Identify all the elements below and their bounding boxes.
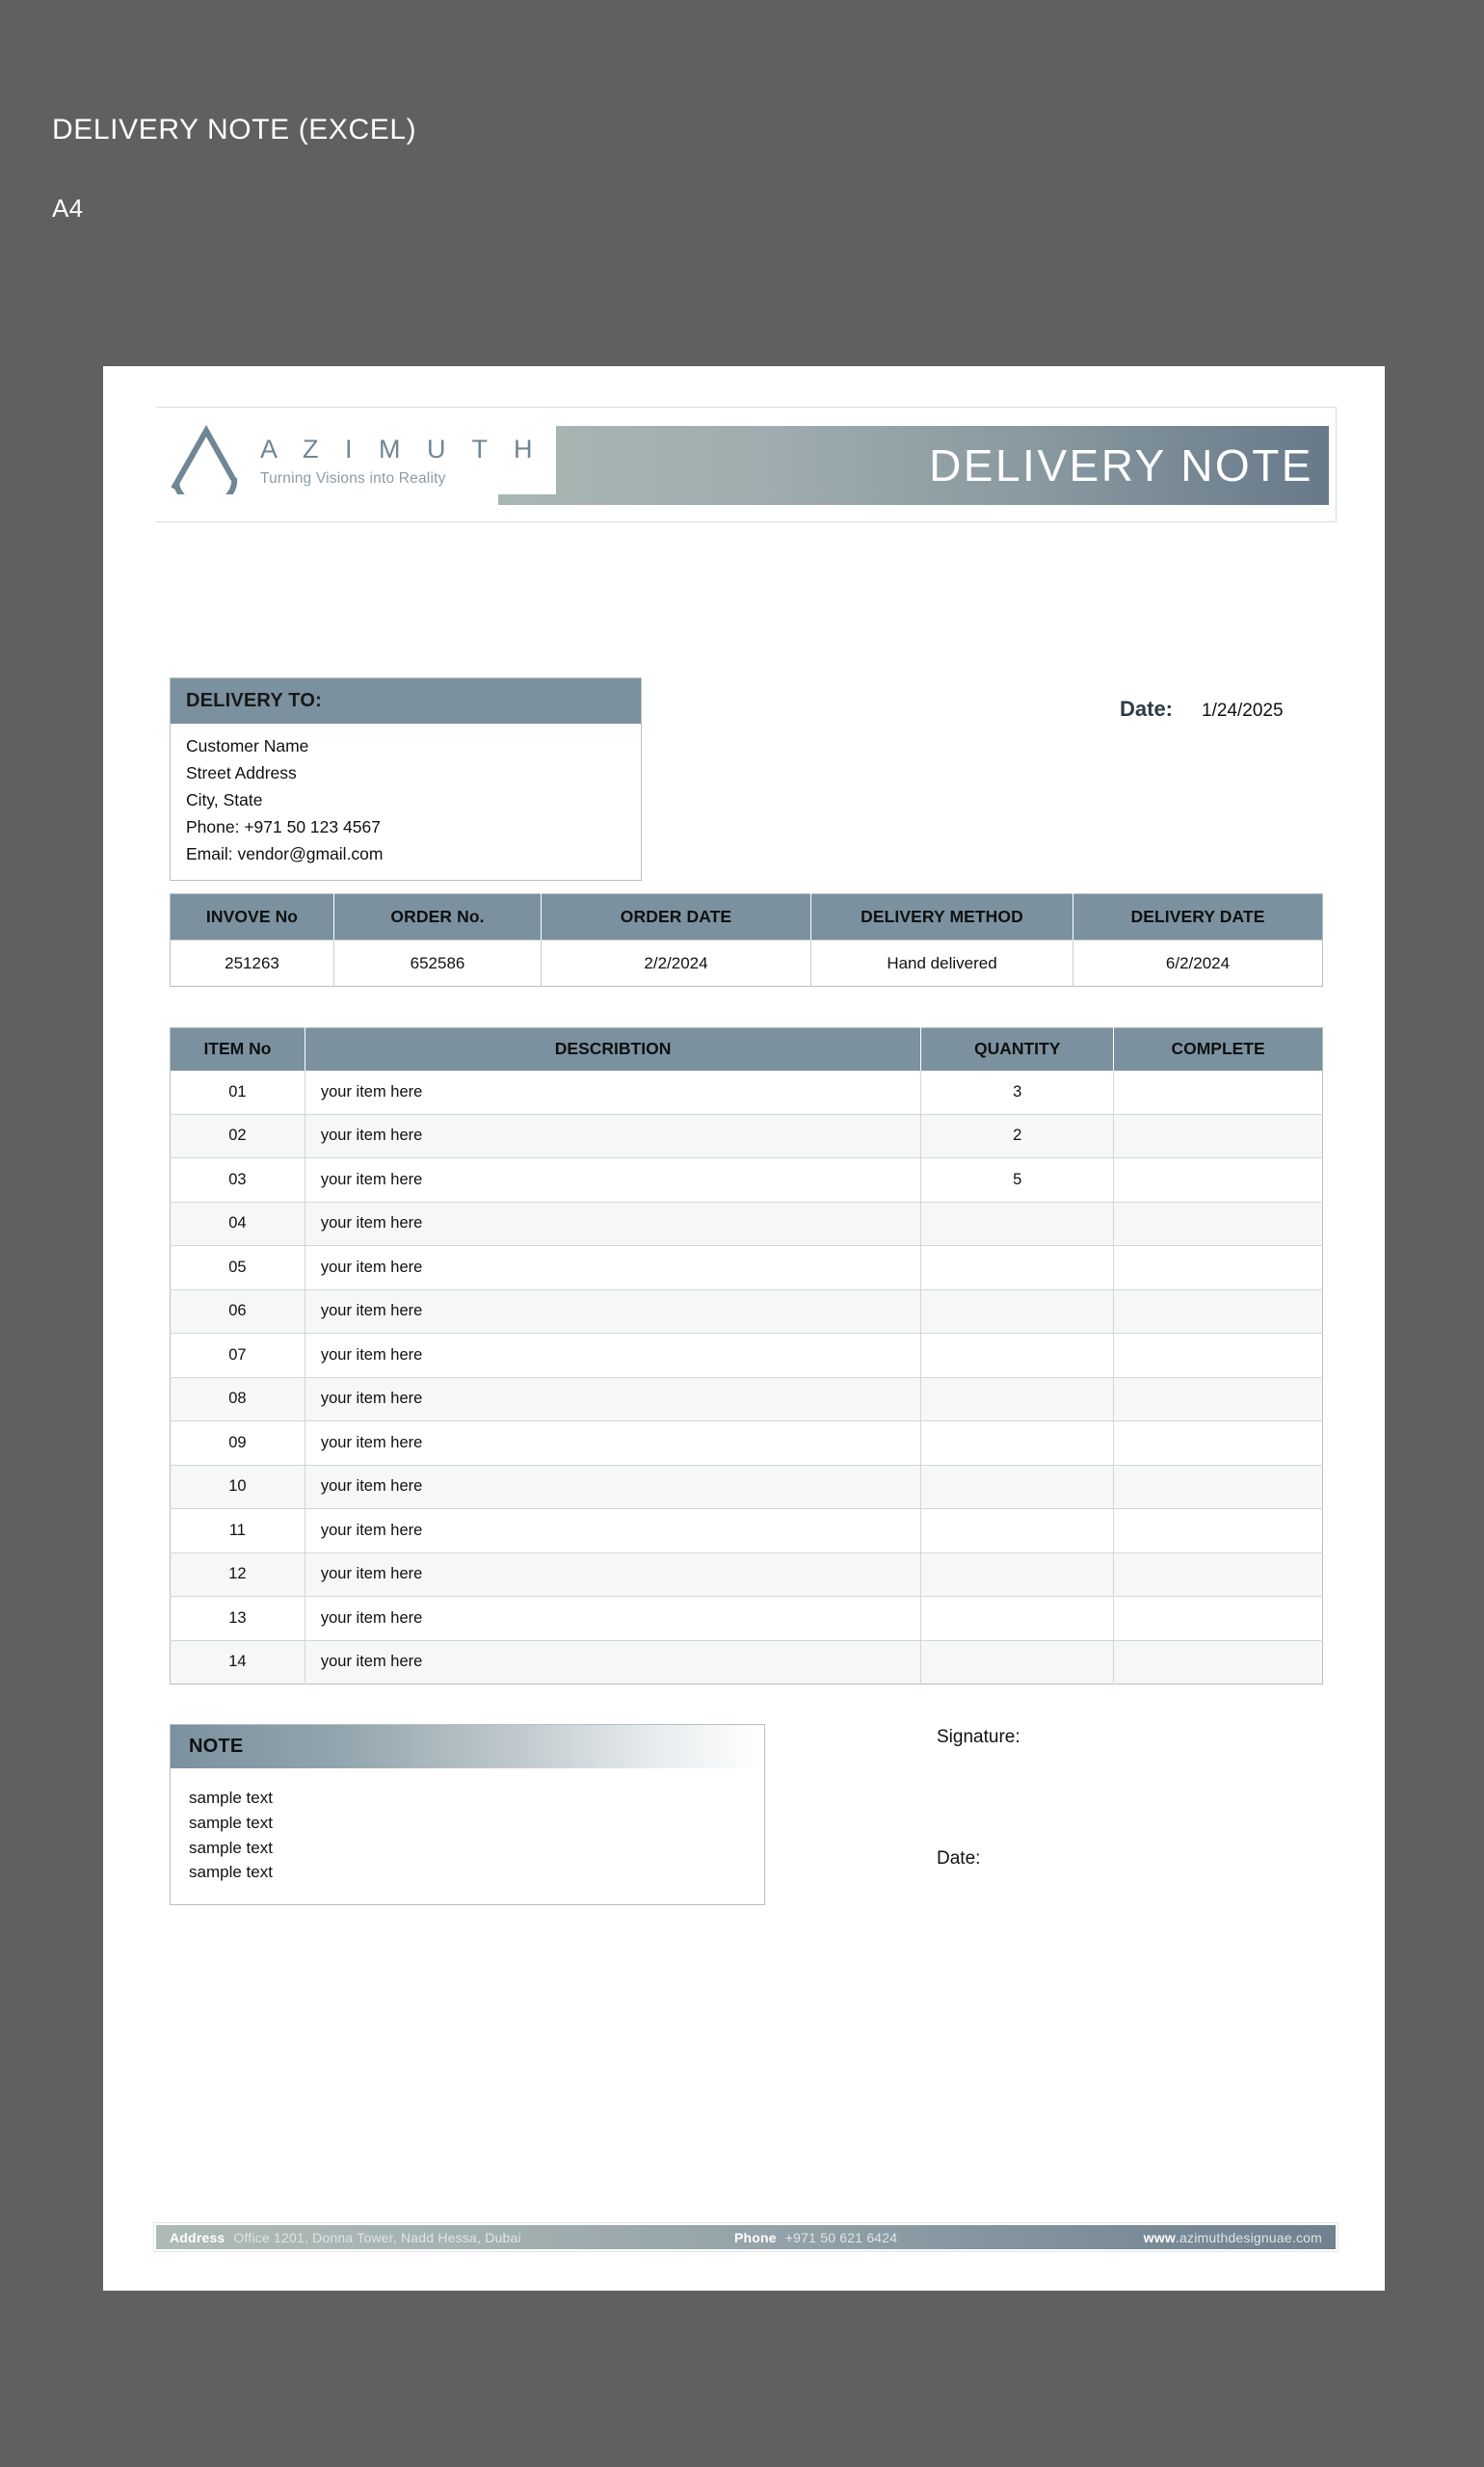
caption-subtitle: A4 <box>52 194 84 223</box>
footer-phone <box>734 2230 897 2245</box>
order-info-row <box>171 941 1323 987</box>
footer-website-prefix: www <box>1143 2229 1176 2245</box>
cell-description[interactable]: your item here <box>305 1509 920 1553</box>
note-line: sample text <box>189 1789 273 1807</box>
note-body[interactable] <box>171 1768 764 1904</box>
cell-item-no[interactable]: 02 <box>171 1114 305 1158</box>
cell-description[interactable]: your item here <box>305 1597 920 1641</box>
cell-complete[interactable] <box>1114 1071 1323 1115</box>
column-header-quantity: QUANTITY <box>921 1028 1114 1071</box>
cell-delivery-date[interactable]: 6/2/2024 <box>1073 941 1323 987</box>
column-header-delivery-date: DELIVERY DATE <box>1073 894 1323 941</box>
cell-quantity[interactable] <box>921 1246 1114 1290</box>
cell-description[interactable]: your item here <box>305 1465 920 1509</box>
delivery-to-line: Customer Name <box>186 736 309 756</box>
items-table <box>170 1027 1323 1684</box>
column-header-delivery-method: DELIVERY METHOD <box>811 894 1073 941</box>
page-caption <box>52 114 416 224</box>
cell-quantity[interactable]: 2 <box>921 1114 1114 1158</box>
cell-complete[interactable] <box>1114 1158 1323 1203</box>
date-value[interactable]: 1/24/2025 <box>1202 701 1284 721</box>
cell-item-no[interactable]: 07 <box>171 1334 305 1378</box>
cell-delivery-method[interactable]: Hand delivered <box>811 941 1073 987</box>
items-table-body <box>171 1071 1323 1684</box>
cell-item-no[interactable]: 03 <box>171 1158 305 1203</box>
table-row <box>171 1465 1323 1509</box>
cell-description[interactable]: your item here <box>305 1289 920 1334</box>
footer-phone-value: +971 50 621 6424 <box>784 2229 898 2245</box>
footer-website-value: .azimuthdesignuae.com <box>1175 2229 1322 2245</box>
cell-quantity[interactable] <box>921 1640 1114 1684</box>
delivery-to-line: Phone: +971 50 123 4567 <box>186 817 381 836</box>
cell-item-no[interactable]: 13 <box>171 1597 305 1641</box>
cell-item-no[interactable]: 01 <box>171 1071 305 1115</box>
table-row <box>171 1114 1323 1158</box>
table-row <box>171 1334 1323 1378</box>
note-line: sample text <box>189 1863 273 1882</box>
cell-quantity[interactable] <box>921 1552 1114 1597</box>
date-label: Date: <box>1120 697 1174 721</box>
brand-wordmark: A Z I M U T H <box>260 435 543 464</box>
brand-lockup <box>168 425 556 494</box>
cell-description[interactable]: your item here <box>305 1071 920 1115</box>
cell-description[interactable]: your item here <box>305 1114 920 1158</box>
cell-quantity[interactable]: 3 <box>921 1071 1114 1115</box>
order-info-table <box>170 893 1323 987</box>
delivery-to-line: Street Address <box>186 763 297 783</box>
cell-item-no[interactable]: 05 <box>171 1246 305 1290</box>
signature-label: Signature: <box>937 1727 1020 1747</box>
cell-item-no[interactable]: 14 <box>171 1640 305 1684</box>
document-content <box>156 407 1337 1917</box>
table-row <box>171 1509 1323 1553</box>
cell-quantity[interactable] <box>921 1421 1114 1466</box>
page-title: DELIVERY NOTE <box>929 440 1313 491</box>
cell-quantity[interactable]: 5 <box>921 1158 1114 1203</box>
footer-address-label: Address <box>170 2229 225 2245</box>
cell-complete[interactable] <box>1114 1465 1323 1509</box>
cell-complete[interactable] <box>1114 1202 1323 1246</box>
cell-complete[interactable] <box>1114 1509 1323 1553</box>
cell-quantity[interactable] <box>921 1202 1114 1246</box>
table-row <box>171 1158 1323 1203</box>
table-row <box>171 1597 1323 1641</box>
document-sheet <box>103 366 1385 2291</box>
cell-complete[interactable] <box>1114 1246 1323 1290</box>
delivery-and-date-row <box>156 677 1337 863</box>
cell-description[interactable]: your item here <box>305 1158 920 1203</box>
cell-invoice-no[interactable]: 251263 <box>171 941 334 987</box>
table-row <box>171 1246 1323 1290</box>
items-header-row <box>171 1028 1323 1071</box>
order-info-header-row <box>171 894 1323 941</box>
note-line: sample text <box>189 1813 273 1832</box>
cell-complete[interactable] <box>1114 1421 1323 1466</box>
cell-item-no[interactable]: 08 <box>171 1377 305 1421</box>
note-heading: NOTE <box>171 1725 764 1768</box>
caption-title: DELIVERY NOTE (EXCEL) <box>52 114 417 146</box>
brand-text <box>260 433 543 487</box>
column-header-order-date: ORDER DATE <box>542 894 811 941</box>
delivery-to-body[interactable] <box>171 724 641 880</box>
date-field <box>1120 697 1284 722</box>
cell-description[interactable]: your item here <box>305 1202 920 1246</box>
cell-description[interactable]: your item here <box>305 1334 920 1378</box>
cell-item-no[interactable]: 11 <box>171 1509 305 1553</box>
note-and-signature-row <box>156 1724 1337 1917</box>
column-header-invoice-no: INVOVE No <box>171 894 334 941</box>
brand-tagline: Turning Visions into Reality <box>260 470 446 488</box>
column-header-item-no: ITEM No <box>171 1028 305 1071</box>
cell-item-no[interactable]: 10 <box>171 1465 305 1509</box>
cell-complete[interactable] <box>1114 1289 1323 1334</box>
cell-description[interactable]: your item here <box>305 1421 920 1466</box>
cell-complete[interactable] <box>1114 1597 1323 1641</box>
cell-order-date[interactable]: 2/2/2024 <box>542 941 811 987</box>
column-header-order-no: ORDER No. <box>334 894 542 941</box>
cell-quantity[interactable] <box>921 1289 1114 1334</box>
delivery-to-heading: DELIVERY TO: <box>171 678 641 724</box>
footer-address-value: Office 1201, Donna Tower, Nadd Hessa, Dubai <box>233 2229 521 2245</box>
delivery-to-line: Email: vendor@gmail.com <box>186 844 384 863</box>
cell-quantity[interactable] <box>921 1509 1114 1553</box>
table-row <box>171 1377 1323 1421</box>
note-box <box>170 1724 765 1905</box>
cell-complete[interactable] <box>1114 1640 1323 1684</box>
cell-description[interactable]: your item here <box>305 1377 920 1421</box>
cell-quantity[interactable] <box>921 1334 1114 1378</box>
cell-item-no[interactable]: 06 <box>171 1289 305 1334</box>
table-row <box>171 1202 1323 1246</box>
cell-description[interactable]: your item here <box>305 1552 920 1597</box>
cell-complete[interactable] <box>1114 1377 1323 1421</box>
cell-order-no[interactable]: 652586 <box>334 941 542 987</box>
table-row <box>171 1552 1323 1597</box>
table-row <box>171 1421 1323 1466</box>
cell-description[interactable]: your item here <box>305 1246 920 1290</box>
note-line: sample text <box>189 1838 273 1857</box>
azimuth-triangle-arc-logo-icon <box>168 425 243 494</box>
footer-phone-label: Phone <box>734 2229 777 2245</box>
table-row <box>171 1071 1323 1115</box>
delivery-to-box <box>170 677 642 881</box>
cell-complete[interactable] <box>1114 1334 1323 1378</box>
cell-complete[interactable] <box>1114 1552 1323 1597</box>
document-footer <box>153 2222 1338 2252</box>
column-header-complete: COMPLETE <box>1114 1028 1323 1071</box>
signature-date-label: Date: <box>937 1848 981 1869</box>
cell-item-no[interactable]: 04 <box>171 1202 305 1246</box>
cell-item-no[interactable]: 09 <box>171 1421 305 1466</box>
cell-item-no[interactable]: 12 <box>171 1552 305 1597</box>
footer-bar <box>156 2225 1336 2249</box>
cell-quantity[interactable] <box>921 1377 1114 1421</box>
footer-website[interactable] <box>1144 2230 1322 2245</box>
delivery-to-line: City, State <box>186 790 263 809</box>
cell-complete[interactable] <box>1114 1114 1323 1158</box>
column-header-description: DESCRIBTION <box>305 1028 920 1071</box>
footer-address <box>170 2230 521 2245</box>
document-header <box>156 407 1337 522</box>
table-row <box>171 1289 1323 1334</box>
cell-quantity[interactable] <box>921 1465 1114 1509</box>
cell-quantity[interactable] <box>921 1597 1114 1641</box>
document-title-banner <box>498 426 1329 505</box>
cell-description[interactable]: your item here <box>305 1640 920 1684</box>
signature-block <box>937 1727 1020 1870</box>
table-row <box>171 1640 1323 1684</box>
